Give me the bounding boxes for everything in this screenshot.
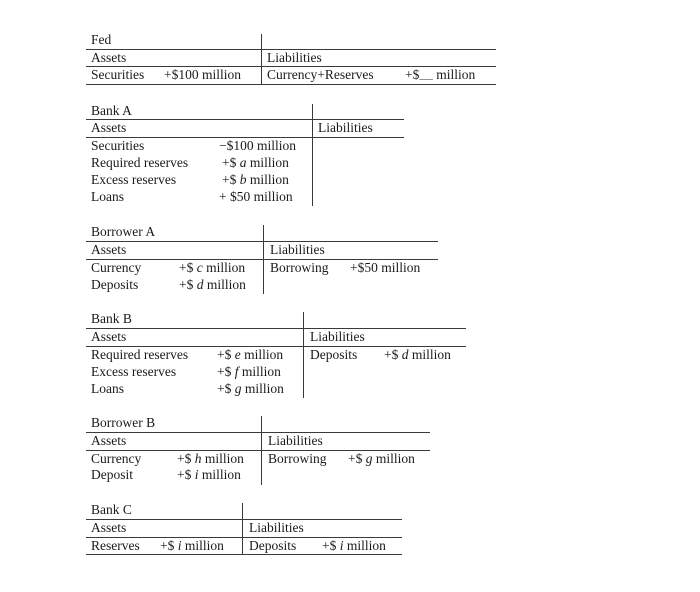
bank-b-liabilities-header: Liabilities <box>310 329 365 344</box>
bank-b-liability-label: Deposits <box>310 347 358 362</box>
fed-liability-label: Currency+Reserves <box>267 67 374 82</box>
borrower-b-liabilities-header: Liabilities <box>268 433 323 448</box>
bank-c-assets-header: Assets <box>91 520 127 535</box>
bank-a-title: Bank A <box>91 103 132 118</box>
fed-blank: ___ <box>419 71 433 81</box>
borrower-b-asset-label: Currency <box>91 451 142 466</box>
bank-b-asset-value: +$ g million <box>217 381 284 396</box>
bank-a-assets-header: Assets <box>91 120 127 135</box>
bank-a-row-value: +$ a million <box>222 155 289 170</box>
bank-a-row-value: + $50 million <box>219 189 293 204</box>
fed-assets-header: Assets <box>91 50 127 65</box>
borrower-b-asset-label: Deposit <box>91 467 133 482</box>
bank-a-row-label: Excess reserves <box>91 172 177 187</box>
borrower-b-liability-value: +$ g million <box>348 451 415 466</box>
bank-c-liability-label: Deposits <box>249 538 297 553</box>
borrower-b-asset-value: +$ i million <box>177 467 241 482</box>
bank-b-liability-value: +$ d million <box>384 347 451 362</box>
bank-b-asset-label: Excess reserves <box>91 364 177 379</box>
fed-title: Fed <box>91 32 112 47</box>
bank-b-asset-label: Loans <box>91 381 124 396</box>
bank-b-asset-label: Required reserves <box>91 347 189 362</box>
bank-c-asset-label: Reserves <box>91 538 140 553</box>
borrower-b-assets-header: Assets <box>91 433 127 448</box>
bank-b-asset-value: +$ e million <box>217 347 284 362</box>
bank-c-liabilities-header: Liabilities <box>249 520 304 535</box>
bank-c-bottom-rule <box>86 554 402 555</box>
borrower-a-asset-label: Currency <box>91 260 142 275</box>
fed-asset-label: Securities <box>91 67 145 82</box>
borrower-a-assets-header: Assets <box>91 242 127 257</box>
bank-a-row-label: Loans <box>91 189 124 204</box>
fed-liability-value: +$___ million <box>405 67 476 82</box>
bank-b-title: Bank B <box>91 311 132 326</box>
bank-b-assets-header: Assets <box>91 329 127 344</box>
bank-a-liabilities-header: Liabilities <box>318 120 373 135</box>
borrower-b-liability-label: Borrowing <box>268 451 327 466</box>
bank-c-liability-value: +$ i million <box>322 538 386 553</box>
bank-b-asset-value: +$ f million <box>217 364 281 379</box>
bank-c-title: Bank C <box>91 502 132 517</box>
bank-c-asset-value: +$ i million <box>160 538 224 553</box>
borrower-a-asset-label: Deposits <box>91 277 139 292</box>
bank-a-row-label: Securities <box>91 138 145 153</box>
fed-asset-value: +$100 million <box>164 67 241 82</box>
borrower-a-title: Borrower A <box>91 224 156 239</box>
bank-a-row-value: +$ b million <box>222 172 289 187</box>
borrower-a-asset-value: +$ d million <box>179 277 246 292</box>
borrower-a-asset-value: +$ c million <box>179 260 246 275</box>
bank-c-divider <box>242 503 243 554</box>
borrower-a-liability-value: +$50 million <box>350 260 421 275</box>
bank-a-row-label: Required reserves <box>91 155 189 170</box>
bank-c-top-rule <box>86 519 402 520</box>
borrower-a-liabilities-header: Liabilities <box>270 242 325 257</box>
fed-liabilities-header: Liabilities <box>267 50 322 65</box>
bank-a-row-value: −$100 million <box>219 138 296 153</box>
borrower-a-liability-label: Borrowing <box>270 260 329 275</box>
borrower-b-title: Borrower B <box>91 415 156 430</box>
borrower-b-asset-value: +$ h million <box>177 451 244 466</box>
